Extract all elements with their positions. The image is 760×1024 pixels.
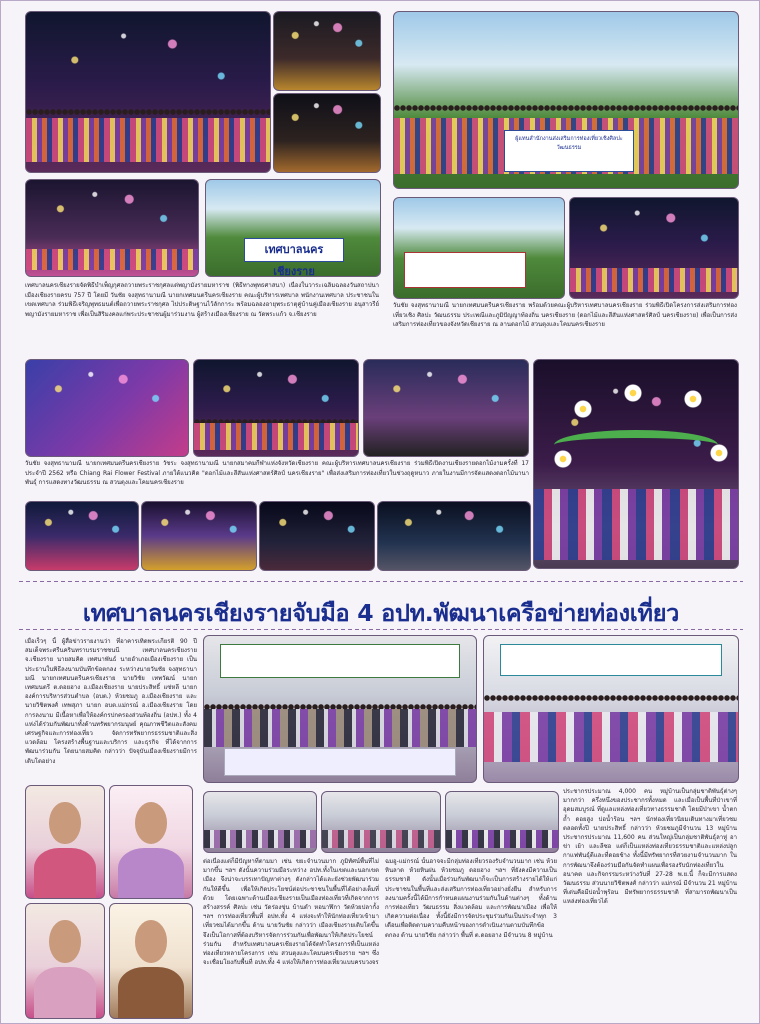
photo-colorful-floats bbox=[25, 501, 139, 571]
photo-night-stage-performance bbox=[569, 197, 739, 299]
photo-night-walkway bbox=[259, 501, 375, 571]
headline-underline bbox=[19, 629, 743, 630]
photo-stage-ceremony bbox=[363, 359, 529, 457]
portrait-speaker-3 bbox=[25, 903, 105, 1019]
photo-flower-festival-group bbox=[393, 11, 739, 189]
parade-banner: เทศบาลนครเชียงราย bbox=[244, 238, 344, 262]
portrait-speaker-1 bbox=[25, 785, 105, 899]
photo-ribbon-cutting bbox=[393, 197, 565, 299]
photo-candle-offering bbox=[273, 93, 381, 173]
article-column-3: ฉมอู-แม่กรณ์ นั้นอาจจะมีกลุ่มท่องเที่ยวรองรับจำนวนมาก เช่น ห้วยหินลาด ห้วยหินฝน ห้วยชมภู ดอยฮาง ฯลฯ ที่ยังคงมีความเป็นธรรมชาติ ดังนั้นเมื่อร่วมกันพัฒนาก็จะเป็นการสร้างรายได้ให้แก่ประชาชนในพื้นที่และส่งเสริมการท่องเที่ยวอย่างยั่งยืน สำหรับการลงนามครั้งนี้ได้มีการกำหนดแผนงานร่วมกันในด้านต่างๆ ทั้งด้านการท่องเที่ยว วัฒนธรรม สิ่งแวดล้อม และการพัฒนาเมือง เพื่อให้เกิดความต่อเนื่อง ทั้งนี้ยังมีการจัดประชุมร่วมกันเป็นประจำทุก 3 เดือนเพื่อติดตามความคืบหน้าของการดำเนินงานตามบันทึกข้อตกลง ด้าน นายวิชัย กล่าวว่า พื้นที่ ต.ดอยฮาง มีจำนวน 8 หมู่บ้าน bbox=[385, 858, 557, 939]
photo-meeting-table-1 bbox=[203, 791, 317, 853]
portrait-speaker-4 bbox=[109, 903, 193, 1019]
article-column-1: เมื่อเร็วๆ นี้ ผู้สื่อข่าวรายงานว่า ที่อาคารเทิดพระเกียรติ 90 ปี สมเด็จพระศรีนครินทราบรมราชชนนี เทศบาลนครเชียงราย จ.เชียงราย นายสมคิด เทศนาพันธ์ นายอำเภอเมืองเชียงราย เป็นประธานในพิธีลงนามบันทึกข้อตกลง ระหว่างนายวันชัย จงสุทธานามณี นายกเทศมนตรีนครเชียงราย นายวิชัย เทพวัฒน์ นายกเทศมนตรี ต.ดอยฮาง อ.เมืองเชียงราย นายประสิทธิ์ แซ่หลี นายกองค์การบริหารส่วนตำบล (อบต.) ห้วยชมภู อ.เมืองเชียงราย และนายวิชิตพงศ์ เทพสุภา นายก อบต.แม่กรณ์ อ.เมืองเชียงราย โดยการลงนาม มีเนื้อหาเพื่อให้องค์กรปกครองส่วนท้องถิ่น (อปท.) ทั้ง 4 แห่งได้ร่วมกันพัฒนาทั้งด้านทรัพยากรมนุษย์ คุณภาพชีวิตและสังคม เศรษฐกิจและการท่องเที่ยว จัดการทรัพยากรธรรมชาติและสิ่งแวดล้อม โครงสร้างพื้นฐานและบริการ และธุรกิจ ที่ได้จากการพัฒนาร่วมกัน โดยนายสมคิด กล่าวว่า ปัจจุบันเมืองเชียงรายมีการเติบโตอย่าง bbox=[25, 638, 197, 765]
section2-caption: วันชัย จงสุทธานามณี นายกเทศมนตรีนครเชียงราย พร้อมด้วยคณะผู้บริหารเทศบาลนครเชียงราย ร่วมพิธีเปิดโครงการส่งเสริมการท่องเที่ยวเชิง ศิลปะ วัฒนธรรม ประเพณีและภูมิปัญญาท้องถิ่น นครเชียงราย (ดอกไม้และสีสันแห่งศาสตร์ศิลป์ นครเชียงราย) เพื่อเป็นการส่งเสริมการท่องเที่ยวของจังหวัดเชียงราย ณ ลานดอกไม้ สวนตุงและโคมนครเชียงราย bbox=[393, 302, 737, 328]
photo-meeting-table-2 bbox=[321, 791, 441, 853]
photo-group-raised-hands bbox=[483, 635, 739, 783]
section1-caption: เทศบาลนครเชียงรายจัดพิธีบำเพ็ญกุศลถวายพระราชกุศลแด่พญามังรายมหาราช (พิธีทางพุทธศาสนา) เนื่องในวาระเฉลิมฉลองวันสถาปนาเมืองเชียงรายครบ 757 ปี โดยมี วันชัย จงสุทธานามณี นายกเทศมนตรีนครเชียงราย คณะผู้บริหารเทศบาล พนักงานเทศบาล ประชาชนในเขตเทศบาล ร่วมพิธีเจริญพุทธมนต์เพื่อถวายพระราชกุศล ไปประดิษฐานไว้ลักการะ พร้อมฉลองอายุพระธาตุคู่บ้านคู่เมืองเชียงราย อนุสาวรีย์พญามังรายมหาราช เพื่อเป็นสิริมงคลแก่พระประชาชนผู้มาร่วมงาน ผู้สร้างเมืองเชียงราย ณ วัดพระแก้ว จ.เชียงราย bbox=[25, 282, 379, 318]
photo-meeting-table-3 bbox=[445, 791, 559, 853]
photo-offering-ceremony bbox=[273, 11, 381, 91]
festival-banner-text: ผู้แทนสำนักงานส่งเสริมการท่องเที่ยวเชิงศิลปะ วัฒนธรรม bbox=[515, 136, 623, 151]
article-column-2: ต่อเนื่องแต่ก็มีปัญหาที่ตามมา เช่น ขยะจำนวนมาก ภูมิทัศน์พื้นที่ไม่มากขึ้น ฯลฯ ดังนั้นความร่วมมือระหว่าง อปท.ทั้งในเขตและนอกเขตเมือง จึงน่าจะบรรเทาปัญหาต่างๆ ดังกล่าวได้และยังช่วยพัฒนาร่วมกันให้ดีขึ้น เพื่อให้เกิดประโยชน์ต่อประชาชนในพื้นที่ได้อย่างเต็มที่ ด้วย โดยเฉพาะด้านเมืองเชียงรายเป็นเมืองท่องเที่ยวที่เกิดจากการสร้างสรรค์ ศิลปะ เช่น วัดร่องขุ่น บ้านดำ หอนาฬิกา วัดห้วยปลากั้ง ฯลฯ การท่องเที่ยวพื้นที่ อปท.ทั้ง 4 แห่งจะทำให้นักท่องเที่ยวเข้ามาเที่ยวชมได้มากขึ้น ด้าน นายวันชัย กล่าวว่า เมืองเชียงรายเติบโตขึ้นจึงเป็นโอกาสที่ต้องบริหารจัดการร่วมกันเพื่อพัฒนาให้เกิดประโยชน์ร่วมกัน สำหรับเทศบาลนครเชียงรายได้จัดทำโครงการที่เป็นแหล่งท่องเที่ยวหลายโครงการ เช่น สวนตุงและโคมนครเชียงราย ฯลฯ ซึ่งจะเชื่อมโยงกับพื้นที่ อปท.ทั้ง 4 แห่งให้เกิดการท่องเที่ยวแบบครบวงจร bbox=[203, 858, 379, 967]
photo-flower-arch-group bbox=[533, 359, 739, 569]
photo-lantern-display bbox=[141, 501, 257, 571]
ceremony-banner bbox=[404, 252, 526, 288]
photo-dance-performance bbox=[25, 179, 199, 277]
festival-banner bbox=[504, 130, 634, 172]
article-headline: เทศบาลนครเชียงรายจับมือ 4 อปท.พัฒนาเครือข่ายท่องเที่ยว bbox=[82, 599, 680, 627]
photo-night-crowd bbox=[377, 501, 531, 571]
portrait-speaker-2 bbox=[109, 785, 193, 899]
photo-speaker-podium bbox=[25, 359, 189, 457]
photo-stage-group bbox=[193, 359, 359, 457]
photo-temple-ceremony-dancers bbox=[25, 11, 271, 173]
photo-mou-signing bbox=[203, 635, 477, 783]
photo-street-parade bbox=[205, 179, 381, 277]
section3-caption: วันชัย จงสุทธานามณี นายกเทศมนตรีนครเชียงราย วัชระ จงสุทธานามณี นายกสมาคมกีฬาแห่งจังหวัดเชียงราย คณะผู้บริหารเทศบาลนครเชียงราย ร่วมพิธีเปิดงานเชียงรายดอกไม้งามครั้งที่ 17 ประจำปี 2562 หรือ Chiang Rai Flower Festival ภายใต้แนวคิด "ดอกไม้และสีสันแห่งศาสตร์ศิลป์ นครเชียงราย" เพื่อส่งเสริมการท่องเที่ยวในช่วงฤดูหนาว ภายในงานมีการจัดแสดงดอกไม้นานาพันธุ์ การแสดงทางวัฒนธรรม ณ สวนตุงและโคมนครเชียงราย bbox=[25, 460, 529, 486]
section-divider bbox=[19, 581, 743, 582]
article-column-4: ประชากรประมาณ 4,000 คน หมู่บ้านเป็นกลุ่มชาติพันธุ์ต่างๆ มากกว่า ครึ่งหนึ่งของประชากรทั้งหมด และเมื่อเป็นพื้นที่ป่าเขาที่อุดมสมบูรณ์ ที่ดูแลแหล่งท่องเที่ยวทางธรรมชาติ โดยมีป่าเขา น้ำตก ถ้ำ ดอยสูง บ่อน้ำร้อน ฯลฯ นักท่องเที่ยวนิยมเดินทางมาเที่ยวชมตลอดทั้งปี นายประสิทธิ์ กล่าวว่า ห้วยชมภูมีจำนวน 13 หมู่บ้าน ประชากรประมาณ 11,600 คน ส่วนใหญ่เป็นกลุ่มชาติพันธุ์ลาหู่ อาข่า เย้า และลีซอ แต่ก็เป็นแหล่งท่องเที่ยวธรรมชาติและแหล่งปลูกกาแฟพันธุ์ดีและที่ดอยช้าง ทั้งนี้มีทรัพยากรที่สวยงามจำนวนมาก ในการพัฒนาจึงต้องร่วมมือกันจัดทำแผนเพื่อรองรับนักท่องเที่ยวในอนาคต และกิจกรรมระหว่างวันที่ 27-28 พ.ย.นี้ ก็จะมีการแสดงวัฒนธรรม ส่วนนายวิชิตพงศ์ กล่าวว่า แม่กรณ์ มีจำนวน 21 หมู่บ้าน ที่เด่นคือมีบ่อน้ำพุร้อน มีทรัพยากรธรรมชาติ ที่สามารถพัฒนาเป็นแหล่งท่องเที่ยวได้ bbox=[563, 788, 737, 906]
